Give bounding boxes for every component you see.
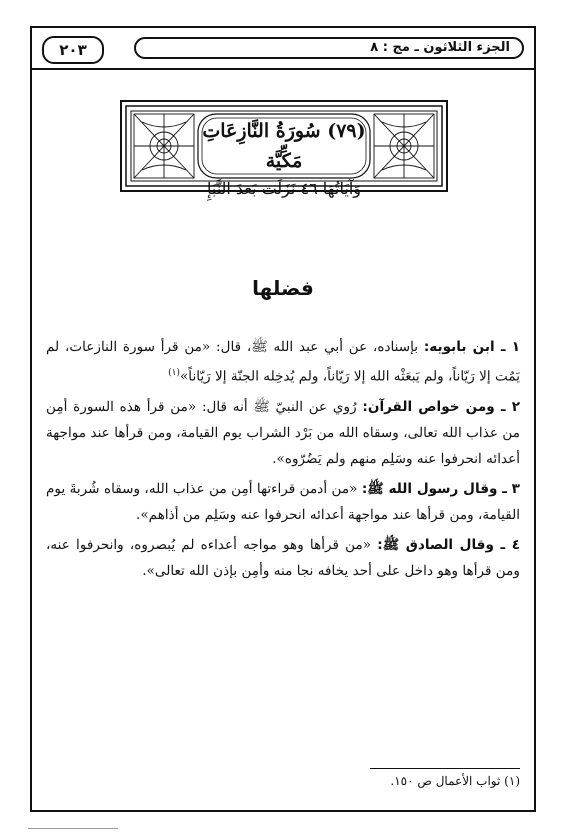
header-rule: [32, 68, 534, 70]
page-header: [32, 28, 534, 66]
footnote-ref: (١): [168, 368, 180, 378]
paragraph-lead: ١ ـ ابن بابويه:: [423, 339, 520, 355]
page-frame: [30, 26, 536, 812]
body-text: [46, 334, 520, 588]
paragraph-lead: ٢ ـ ومن خواص القرآن:: [362, 398, 520, 415]
running-head: الجزء الثلاثون ـ مج : ٨: [134, 37, 524, 59]
section-title: فضلها: [252, 276, 314, 300]
footnote-rule: [370, 768, 520, 769]
footnote: (١) ثواب الأعمال ص ١٥٠.: [390, 774, 520, 788]
paragraph-text: رُوي عن النبيّ ﷺ أنه قال: «من قرأ هذه السورة أمِن من عذاب الله تعالى، وسقاه الله من بَرْد الشراب يوم القيامة، ومن قرأها عند مواجهة أعدائه انحرفوا عنه وسَلِم منهم ولم يَضُرّوه».: [46, 398, 520, 467]
paragraph-lead: ٤ ـ وقال الصادق ﷺ:: [377, 536, 520, 553]
surah-heading: [200, 110, 368, 198]
paragraph: [46, 334, 520, 390]
paragraph: [46, 394, 520, 472]
paragraph: [46, 532, 520, 584]
paragraph-text: «من قرأها وهو مواجه أعداءه لم يُبصروه، وانحرفوا عنه، ومن قرأها وهو داخل على أحد يخافه نجا منه وأمِن بإذن الله تعالى».: [46, 536, 520, 579]
surah-ornament-frame: [120, 100, 448, 198]
paragraph-lead: ٣ ـ وقال رسول الله ﷺ:: [361, 480, 520, 497]
surah-title: (٧٩) سُورَةُ النَّازِعَاتِ مَكِّيَّة: [202, 120, 366, 172]
paragraph: [46, 476, 520, 528]
paragraph-text: بإسناده، عن أبي عبد الله ﷺ، قال: «من قرأ سورة النازعات، لم يَمُت إلا رَيّاناً، ولم يَبعَثْه الله إلا رَيّاناً، ولم يُدخِله الجنّة إلا رَيّاناً»: [46, 339, 520, 385]
scan-edge-line: [28, 828, 118, 829]
page-number: ٢٠٣: [42, 36, 104, 64]
surah-info: وَآيَاتُهَا ٤٦ نَزَلَت بَعدَ النَّبَإِ: [206, 179, 362, 198]
paragraph-text: «من أدمن قراءتها أمِن من عذاب الله، وسقاه شُربةَ يوم القيامة، ومن قرأها عند مواجهة أعدائه انحرفوا عنه وسَلِم من أذاهم».: [46, 480, 520, 523]
